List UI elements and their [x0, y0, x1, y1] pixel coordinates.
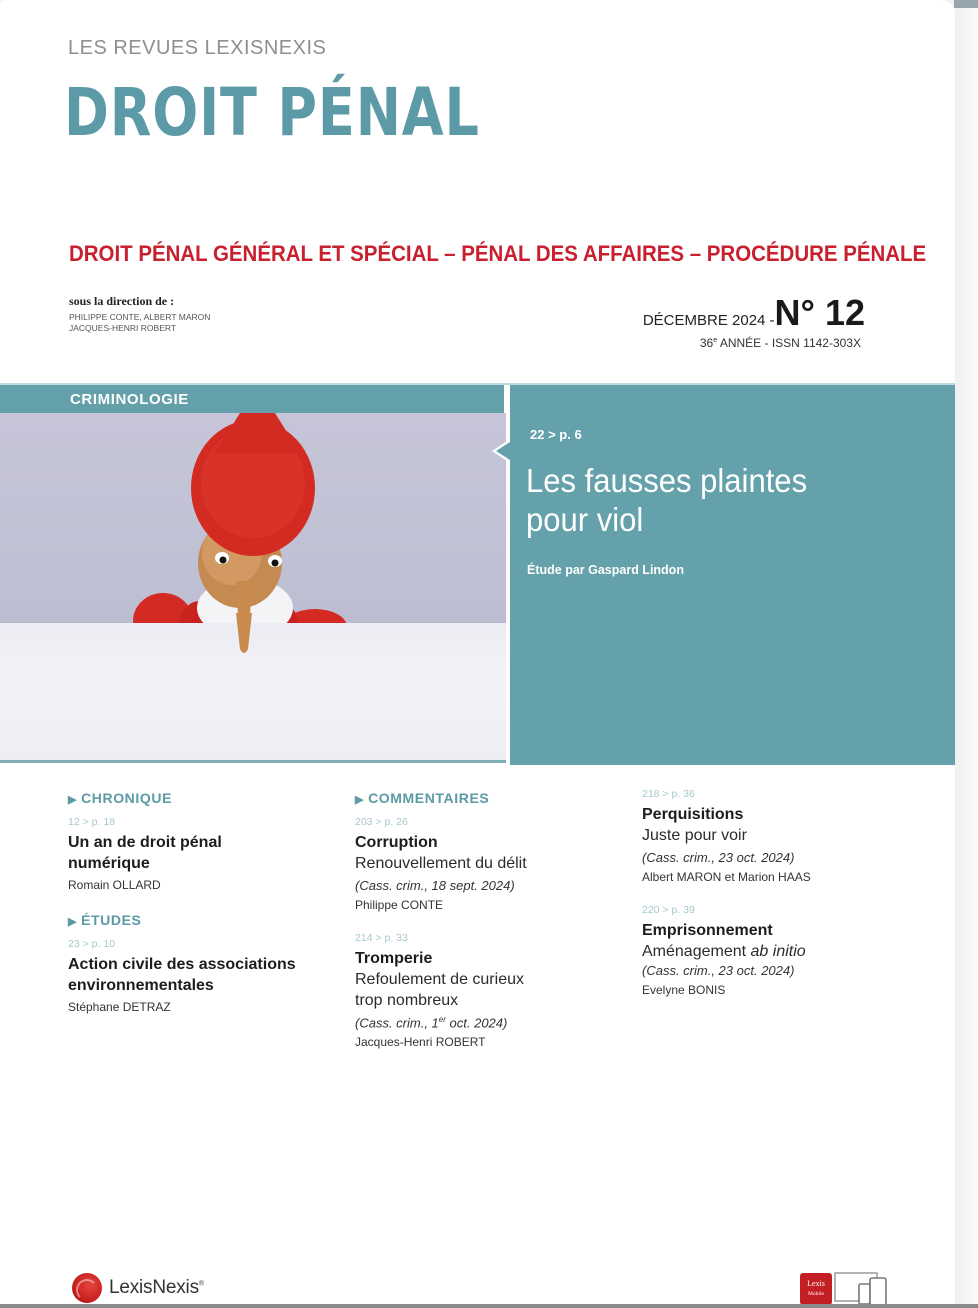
year-suffix: e — [713, 337, 718, 344]
subtitle-pre: Aménagement — [642, 943, 751, 960]
direction-names-line1: PHILIPPE CONTE, ALBERT MARON — [69, 312, 211, 322]
item-title-cont: environnementales — [68, 977, 214, 994]
item-ref: 220 > p. 39 — [642, 904, 695, 916]
series-name: LES REVUES LEXISNEXIS — [68, 37, 327, 59]
item-case: (Cass. crim., 18 sept. 2024) — [355, 878, 515, 893]
toc-item[interactable] — [355, 932, 625, 1049]
feature-author: Étude par Gaspard Lindon — [527, 563, 684, 577]
case-pre: (Cass. crim., 1 — [355, 1015, 439, 1031]
section-etudes — [68, 912, 338, 928]
issue-number: N° 12 — [774, 292, 865, 333]
section-heading: COMMENTAIRES — [368, 790, 490, 806]
item-case: (Cass. crim., 23 oct. 2024) — [642, 850, 795, 865]
toc-item[interactable] — [68, 816, 338, 892]
triangle-right-icon: ▶ — [68, 794, 78, 806]
badge-line2: Mobile — [808, 1291, 824, 1297]
item-case — [355, 1011, 625, 1031]
item-title: Emprisonnement — [642, 922, 773, 939]
item-subtitle-cont: trop nombreux — [355, 992, 459, 1009]
page-bottom-edge — [0, 1304, 978, 1308]
editorial-direction — [69, 294, 210, 334]
devices-icon — [834, 1270, 890, 1306]
item-title-cont: numérique — [68, 855, 150, 872]
case-post: oct. 2024) — [445, 1015, 508, 1031]
item-title: Tromperie — [355, 950, 433, 967]
subtitle-italic: ab initio — [750, 943, 806, 960]
item-author: Stéphane DETRAZ — [68, 1000, 171, 1014]
toc-column-3 — [642, 788, 912, 1017]
toc-column-2 — [355, 790, 625, 1069]
item-author: Jacques-Henri ROBERT — [355, 1035, 486, 1050]
issn-text: ANNÉE - ISSN 1142-303X — [717, 336, 861, 350]
item-subtitle: Renouvellement du délit — [355, 855, 527, 872]
item-subtitle — [642, 941, 912, 962]
feature-pointer-inner — [496, 442, 510, 460]
year-number: 36 — [699, 336, 714, 350]
lexis-mobile-badge — [800, 1273, 832, 1305]
issue-year-issn — [643, 336, 861, 350]
triangle-right-icon: ▶ — [355, 794, 365, 806]
item-ref: 23 > p. 10 — [68, 938, 115, 950]
toc-item[interactable] — [642, 788, 912, 884]
photo-bottom-rule — [0, 760, 506, 763]
direction-names — [69, 312, 210, 334]
section-commentaires — [355, 790, 625, 806]
section-heading: ÉTUDES — [81, 912, 142, 928]
item-author: Evelyne BONIS — [642, 983, 726, 997]
item-title: Corruption — [355, 834, 438, 851]
item-author: Philippe CONTE — [355, 898, 444, 912]
publisher-text: LexisNexis — [109, 1277, 199, 1298]
issue-date: DÉCEMBRE 2024 - — [642, 312, 775, 329]
journal-title: DROIT PÉNAL — [64, 74, 480, 151]
rubric-bar — [0, 385, 504, 413]
feature-article[interactable] — [510, 385, 955, 765]
window-corner-tab — [954, 0, 978, 8]
badge-line1: Lexis — [807, 1279, 825, 1288]
item-ref: 218 > p. 36 — [642, 788, 695, 800]
item-title: Un an de droit pénal — [68, 834, 222, 851]
page-margin-shade — [955, 8, 978, 1308]
rubric-label: CRIMINOLOGIE — [70, 391, 189, 408]
feature-headline — [526, 461, 883, 539]
item-case: (Cass. crim., 23 oct. 2024) — [642, 963, 795, 978]
direction-names-line2: JACQUES-HENRI ROBERT — [69, 323, 177, 333]
direction-label: sous la direction de : — [69, 294, 175, 308]
feature-headline-line2: pour viol — [526, 501, 644, 538]
registered-mark: ® — [198, 1280, 204, 1288]
section-heading: CHRONIQUE — [81, 790, 173, 806]
lexisnexis-logo — [72, 1273, 204, 1303]
item-author: Albert MARON et Marion HAAS — [642, 870, 811, 884]
pinocchio-nose — [229, 613, 259, 693]
section-chronique — [68, 790, 338, 806]
toc-item[interactable] — [642, 904, 912, 997]
feature-headline-line1: Les fausses plaintes — [526, 462, 808, 499]
toc-item[interactable] — [68, 938, 338, 1014]
cover-photo — [0, 413, 506, 763]
publisher-name — [109, 1277, 204, 1299]
item-title: Action civile des associations — [68, 956, 296, 973]
toc-column-1 — [68, 790, 338, 1034]
journal-subtitle: DROIT PÉNAL GÉNÉRAL ET SPÉCIAL – PÉNAL DES AFFAIRES – PROCÉDURE PÉNALE — [69, 241, 927, 266]
case-sup: er — [438, 1015, 446, 1024]
triangle-right-icon: ▶ — [68, 916, 78, 928]
toc-item[interactable] — [355, 816, 625, 912]
item-ref: 214 > p. 33 — [355, 932, 408, 944]
feature-ref: 22 > p. 6 — [530, 427, 582, 442]
issue-info — [643, 292, 865, 350]
item-subtitle: Juste pour voir — [642, 827, 747, 844]
lexisnexis-mark-icon — [72, 1273, 102, 1303]
item-ref: 203 > p. 26 — [355, 816, 408, 828]
item-ref: 12 > p. 18 — [68, 816, 115, 828]
item-author: Romain OLLARD — [68, 878, 161, 892]
item-subtitle: Refoulement de curieux — [355, 971, 524, 988]
item-title: Perquisitions — [642, 806, 744, 823]
